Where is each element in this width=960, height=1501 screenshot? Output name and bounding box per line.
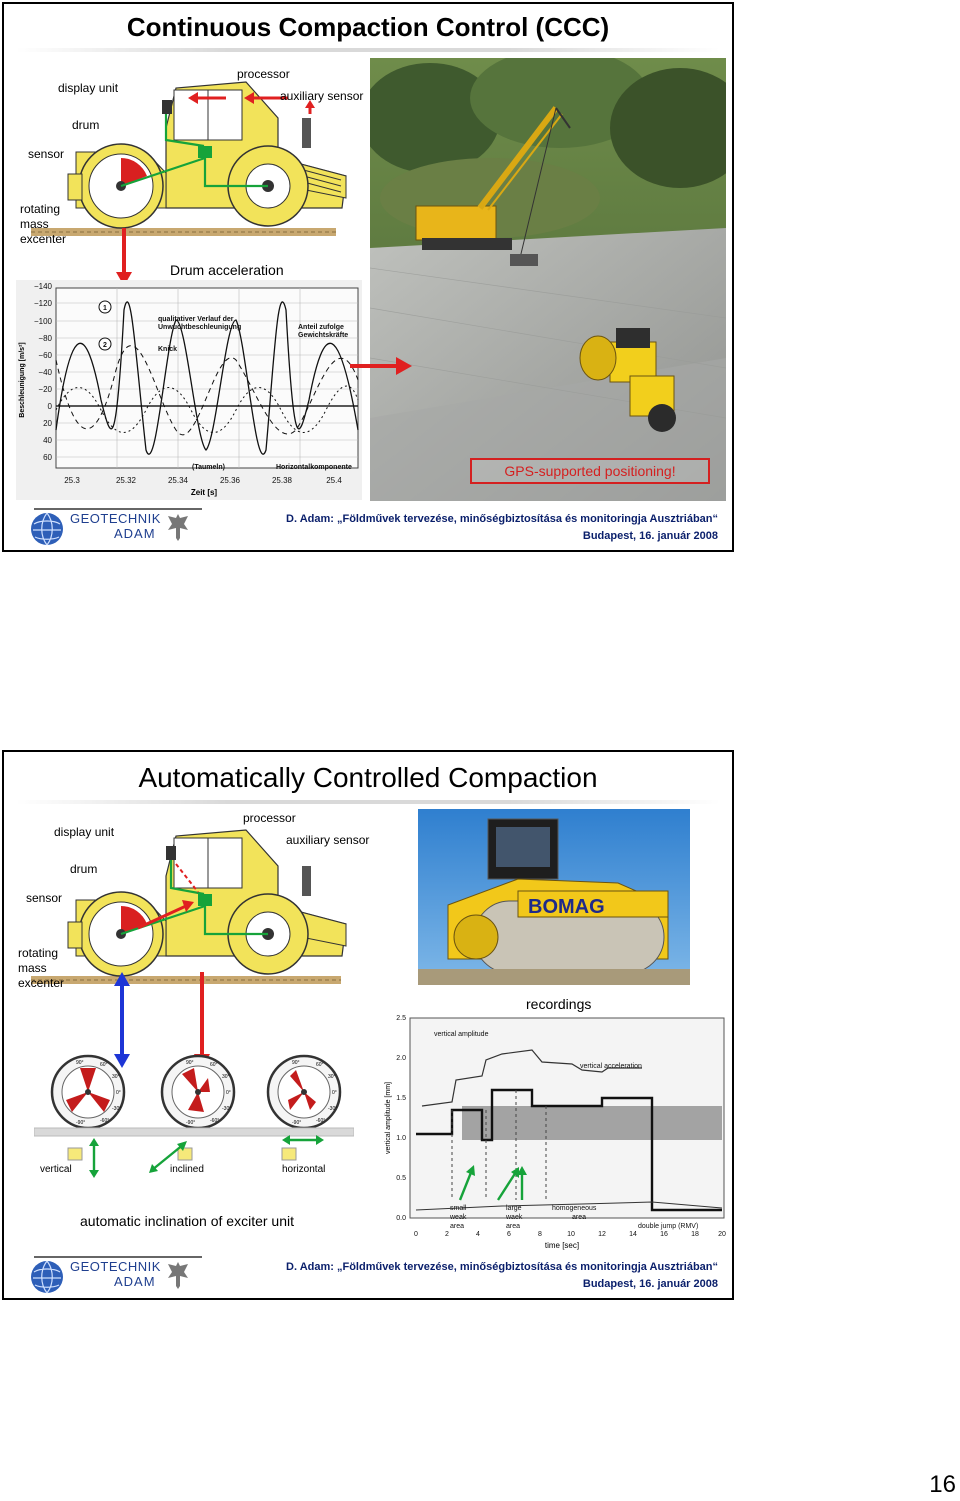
- svg-text:Knick: Knick: [158, 346, 178, 353]
- label-auxiliary-sensor: auxiliary sensor: [286, 833, 370, 847]
- svg-text:14: 14: [629, 1231, 637, 1238]
- drum-acceleration-label: Drum acceleration: [170, 262, 284, 278]
- gps-note: GPS-supported positioning!: [504, 463, 676, 479]
- drum-vertical: [52, 1056, 124, 1128]
- svg-text:10: 10: [567, 1231, 575, 1238]
- label-inclined: inclined: [170, 1164, 204, 1175]
- title-divider: [16, 48, 720, 52]
- label-mass: mass: [18, 961, 47, 975]
- svg-text:1.5: 1.5: [396, 1095, 406, 1102]
- svg-text:18: 18: [691, 1231, 699, 1238]
- svg-text:90°: 90°: [292, 1060, 300, 1066]
- svg-text:0°: 0°: [116, 1090, 121, 1096]
- footer-divider: [34, 1256, 202, 1258]
- auxiliary-sensor-box: [302, 118, 311, 148]
- footer-divider: [34, 508, 202, 510]
- svg-text:90°: 90°: [186, 1060, 194, 1066]
- svg-text:vertical acceleration: vertical acceleration: [580, 1063, 642, 1070]
- bomag-brand-text: BOMAG: [528, 896, 605, 918]
- svg-text:25.3: 25.3: [64, 476, 80, 485]
- recordings-chart: [382, 1010, 732, 1250]
- svg-text:-60°: -60°: [316, 1118, 326, 1124]
- label-display-unit: display unit: [54, 825, 115, 839]
- svg-text:2: 2: [445, 1231, 449, 1238]
- svg-text:0.5: 0.5: [396, 1175, 406, 1182]
- svg-text:−80: −80: [38, 334, 52, 343]
- bomag-roller-photo: [418, 809, 690, 985]
- svg-text:1.0: 1.0: [396, 1135, 406, 1142]
- svg-text:30°: 30°: [222, 1074, 230, 1080]
- page-number: 16: [929, 1471, 956, 1498]
- svg-text:−60: −60: [38, 351, 52, 360]
- globe-icon: [30, 1260, 64, 1294]
- svg-text:Horizontalkomponente: Horizontalkomponente: [276, 464, 352, 471]
- svg-text:−120: −120: [33, 299, 52, 308]
- svg-text:6: 6: [507, 1231, 511, 1238]
- globe-icon: [30, 512, 64, 546]
- gps-arrow: [350, 354, 414, 378]
- label-display-unit: display unit: [58, 81, 119, 95]
- slide-title: Automatically Controlled Compaction: [138, 762, 598, 793]
- svg-text:-90°: -90°: [186, 1120, 196, 1126]
- footer-author-title: D. Adam: „Földművek tervezése, minőségbiztosítása és monitoringja Ausztriában“: [286, 1261, 718, 1273]
- svg-text:25.38: 25.38: [271, 476, 293, 485]
- svg-text:−20: −20: [38, 385, 52, 394]
- svg-text:small: small: [450, 1205, 467, 1212]
- svg-text:60°: 60°: [316, 1062, 324, 1068]
- slide-ccc: [2, 2, 734, 552]
- label-sensor: sensor: [28, 147, 65, 161]
- svg-text:25.32: 25.32: [115, 476, 137, 485]
- logo-wordmark: GEOTECHNIK: [70, 1259, 161, 1274]
- logo-subtitle: ADAM: [114, 1274, 156, 1289]
- svg-text:weak: weak: [450, 1214, 467, 1221]
- svg-text:Unwuchtbeschleunigung: Unwuchtbeschleunigung: [158, 324, 242, 331]
- logo-subtitle: ADAM: [114, 526, 156, 541]
- footer-author-title: D. Adam: „Földművek tervezése, minőségbiztosítása és monitoringja Ausztriában“: [286, 513, 718, 525]
- slide-title: Continuous Compaction Control (CCC): [126, 12, 610, 42]
- svg-text:-60°: -60°: [100, 1118, 110, 1124]
- drum-horizontal: [268, 1056, 340, 1128]
- svg-text:−40: −40: [38, 368, 52, 377]
- svg-text:-30°: -30°: [112, 1106, 122, 1112]
- svg-text:30°: 30°: [112, 1074, 120, 1080]
- svg-text:homogeneous: homogeneous: [552, 1205, 597, 1212]
- svg-text:40: 40: [43, 436, 52, 445]
- svg-text:area: area: [450, 1223, 465, 1230]
- svg-text:60°: 60°: [210, 1062, 218, 1068]
- svg-text:4: 4: [476, 1231, 480, 1238]
- roller-body: [31, 82, 346, 236]
- svg-text:2.5: 2.5: [396, 1015, 406, 1022]
- logo-wordmark: GEOTECHNIK: [70, 511, 161, 526]
- svg-text:Gewichtskräfte: Gewichtskräfte: [298, 332, 349, 339]
- svg-text:8: 8: [538, 1231, 542, 1238]
- label-processor: processor: [243, 811, 296, 825]
- drum-inclined: [162, 1056, 234, 1128]
- label-excenter: excenter: [20, 232, 67, 246]
- svg-text:20: 20: [43, 419, 52, 428]
- label-auxiliary-sensor: auxiliary sensor: [280, 89, 364, 103]
- svg-text:0°: 0°: [226, 1090, 231, 1096]
- svg-text:waek: waek: [506, 1214, 523, 1221]
- y-axis-label: Beschleunigung [m/s²]: [19, 342, 26, 418]
- footer-place-date: Budapest, 16. január 2008: [582, 1278, 718, 1290]
- svg-text:-30°: -30°: [222, 1106, 232, 1112]
- slope-photo: [370, 58, 726, 501]
- svg-text:0: 0: [47, 402, 52, 411]
- svg-text:-90°: -90°: [76, 1120, 86, 1126]
- rec-x-axis-label: time [sec]: [544, 1241, 580, 1250]
- label-rotating: rotating: [18, 946, 59, 960]
- svg-text:large: large: [506, 1205, 522, 1212]
- svg-text:20: 20: [718, 1231, 726, 1238]
- svg-text:16: 16: [660, 1231, 668, 1238]
- svg-text:-90°: -90°: [292, 1120, 302, 1126]
- svg-text:(Taumeln): (Taumeln): [192, 464, 225, 471]
- title-divider: [16, 800, 720, 804]
- svg-text:12: 12: [598, 1231, 606, 1238]
- svg-text:area: area: [506, 1223, 521, 1230]
- svg-text:25.4: 25.4: [326, 476, 342, 485]
- svg-text:-30°: -30°: [328, 1106, 338, 1112]
- acceleration-chart: [16, 280, 362, 500]
- svg-text:25.34: 25.34: [167, 476, 189, 485]
- svg-text:25.36: 25.36: [219, 476, 241, 485]
- eagle-crest-icon: [166, 512, 190, 542]
- label-drum: drum: [70, 862, 98, 876]
- gps-callout: [470, 458, 710, 484]
- svg-text:2: 2: [103, 342, 107, 349]
- roller-body: [31, 830, 346, 984]
- slide-acc: [2, 750, 734, 1300]
- svg-text:Anteil zufolge: Anteil zufolge: [298, 324, 344, 331]
- label-drum: drum: [72, 118, 100, 132]
- svg-text:30°: 30°: [328, 1074, 336, 1080]
- svg-text:0: 0: [414, 1231, 418, 1238]
- label-rotating: rotating: [20, 202, 61, 216]
- svg-text:2.0: 2.0: [396, 1055, 406, 1062]
- svg-text:-60°: -60°: [210, 1118, 220, 1124]
- svg-text:double jump (RMV): double jump (RMV): [638, 1223, 699, 1230]
- label-sensor: sensor: [26, 891, 63, 905]
- label-horizontal: horizontal: [282, 1164, 326, 1175]
- recordings-label: recordings: [526, 996, 592, 1012]
- label-excenter: excenter: [18, 976, 65, 990]
- svg-text:60°: 60°: [100, 1062, 108, 1068]
- acceleration-arrow: [114, 228, 134, 288]
- slide-footer: [4, 1254, 732, 1298]
- display-unit-box: [162, 100, 172, 114]
- x-axis-label: Zeit [s]: [190, 488, 218, 497]
- exciter-caption: automatic inclination of exciter unit: [80, 1213, 294, 1229]
- svg-text:90°: 90°: [76, 1060, 84, 1066]
- svg-text:0.0: 0.0: [396, 1215, 406, 1222]
- rec-x-ticks: [414, 1231, 726, 1238]
- eagle-crest-icon: [166, 1260, 190, 1290]
- slide-footer: [4, 506, 732, 550]
- svg-text:area: area: [572, 1214, 587, 1221]
- label-vertical: vertical: [40, 1164, 72, 1175]
- svg-text:60: 60: [43, 453, 52, 462]
- svg-text:0°: 0°: [332, 1090, 337, 1096]
- svg-text:−140: −140: [33, 282, 52, 291]
- svg-text:1: 1: [103, 305, 107, 312]
- exciter-orientation-panel: [34, 1052, 354, 1182]
- svg-text:qualitativer Verlauf der: qualitativer Verlauf der: [158, 316, 234, 323]
- label-mass: mass: [20, 217, 49, 231]
- processor-box: [198, 146, 212, 158]
- footer-place-date: Budapest, 16. január 2008: [582, 530, 718, 542]
- rec-y-ticks: [396, 1015, 406, 1222]
- svg-text:−100: −100: [33, 317, 52, 326]
- label-processor: processor: [237, 67, 290, 81]
- svg-text:vertical amplitude: vertical amplitude: [434, 1031, 489, 1038]
- rec-y-axis-label: vertical amplitude [mm]: [385, 1082, 392, 1154]
